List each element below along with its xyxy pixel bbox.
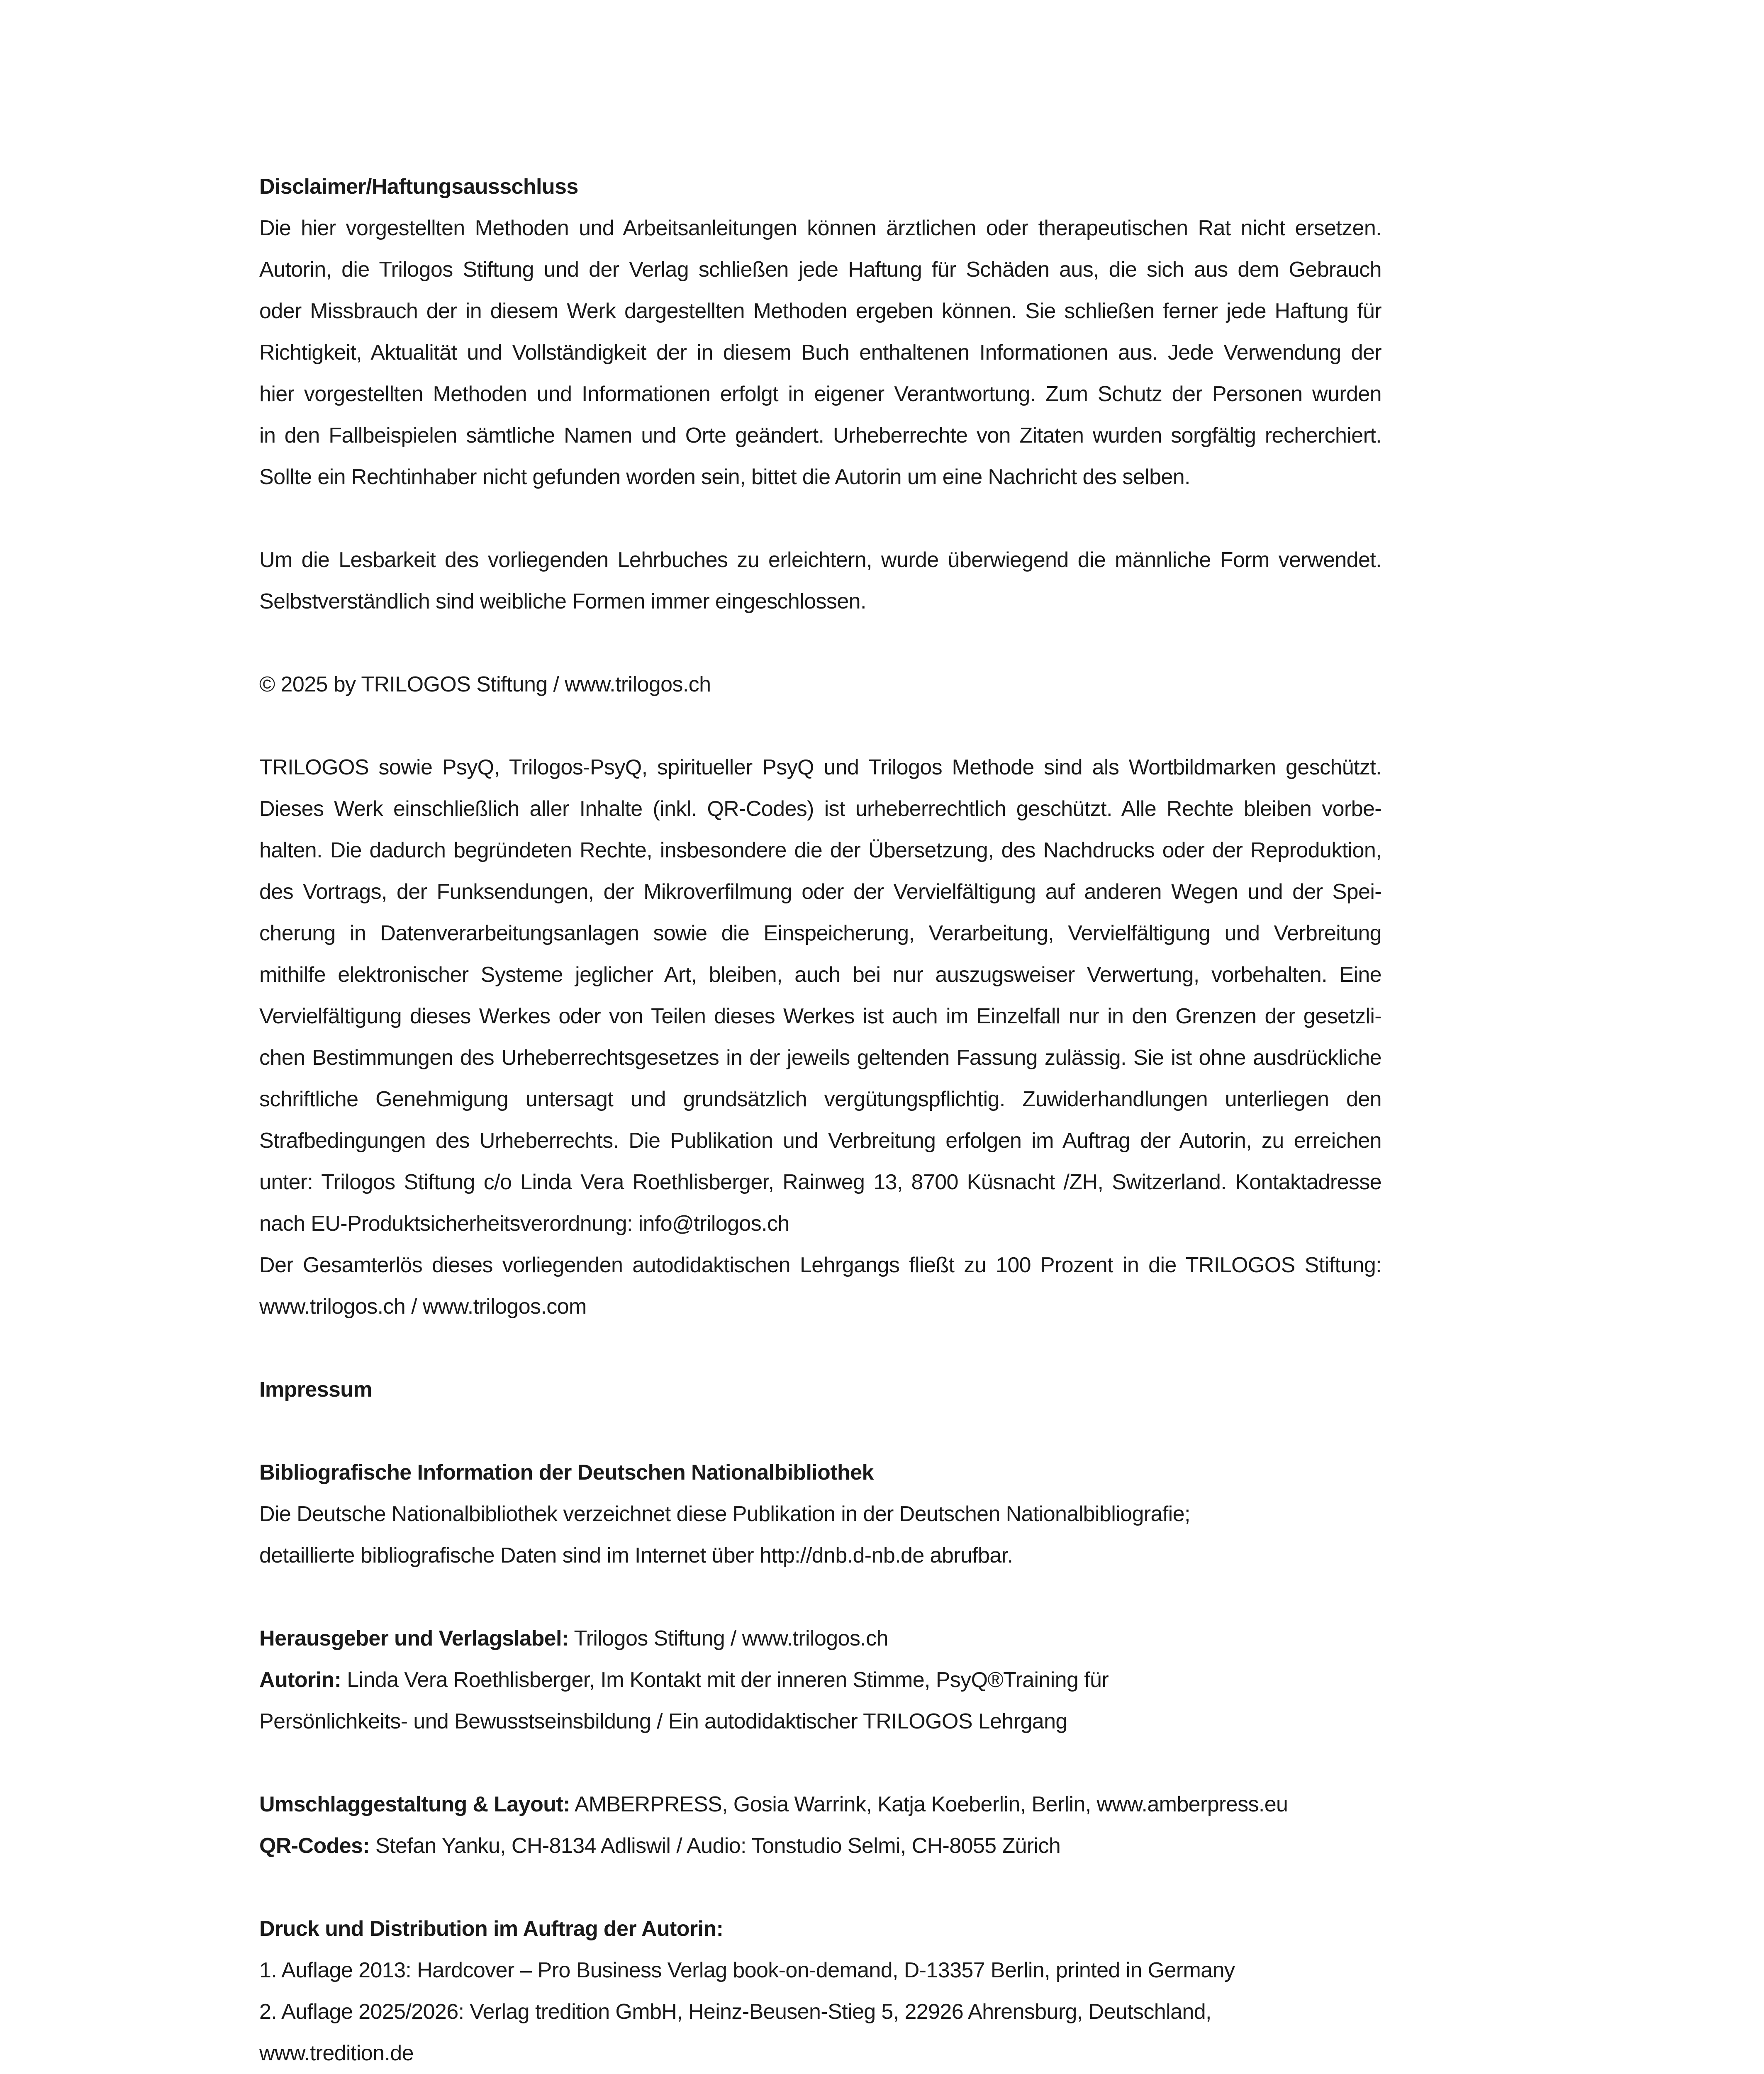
qr-codes-line [259,1825,1381,1867]
cover-design-label: Umschlaggestaltung & Layout: [259,1792,570,1816]
disclaimer-line: in den Fallbeispielen sämtliche Namen und Orte geändert. Urheberrechte von Zitaten wurden sorgfältig recherchiert. [259,424,1381,448]
bibliographic-line: Die Deutsche Nationalbibliothek verzeichnet diese Publikation in der Deutschen Nationalbibliografie; [259,1502,1190,1526]
rights-line: Vervielfältigung dieses Werkes oder von Teilen dieses Werkes ist auch im Einzelfall nur in den Grenzen der gesetzli- [259,1004,1381,1028]
rights-line: schriftliche Genehmigung untersagt und grundsätzlich vergütungspflichtig. Zuwiderhandlungen unterliegen den [259,1087,1381,1111]
impressum-heading: Impressum [259,1378,373,1402]
rights-line: TRILOGOS sowie PsyQ, Trilogos-PsyQ, spiritueller PsyQ und Trilogos Methode sind als Wortbildmarken geschützt. [259,755,1381,779]
gender-note-line: Selbstverständlich sind weibliche Formen immer eingeschlossen. [259,589,866,613]
qr-codes-label: QR-Codes: [259,1834,370,1858]
rights-line: unter: Trilogos Stiftung c/o Linda Vera Roethlisberger, Rainweg 13, 8700 Küsnacht /ZH, Switzerland. Kontaktadresse [259,1170,1381,1194]
rights-line: Strafbedingungen des Urheberrechts. Die Publikation und Verbreitung erfolgen im Auftrag der Autorin, zu erreichen [259,1129,1381,1153]
cover-design-value: AMBERPRESS, Gosia Warrink, Katja Koeberlin, Berlin, www.amberpress.eu [570,1792,1288,1816]
rights-contact-line: nach EU-Produktsicherheitsverordnung: info@trilogos.ch [259,1212,789,1236]
disclaimer-section [259,166,1381,498]
bibliographic-line: detaillierte bibliografische Daten sind im Internet über http://dnb.d-nb.de abrufbar. [259,1543,1013,1568]
disclaimer-line: Richtigkeit, Aktualität und Vollständigkeit der in diesem Buch enthaltenen Informationen aus. Jede Verwendung der [259,341,1381,365]
author-label: Autorin: [259,1668,341,1692]
qr-codes-value: Stefan Yanku, CH-8134 Adliswil / Audio: Tonstudio Selmi, CH-8055 Zürich [370,1834,1061,1858]
print-distribution-heading: Druck und Distribution im Auftrag der Autorin: [259,1917,724,1941]
edition-line: 1. Auflage 2013: Hardcover – Pro Business Verlag book-on-demand, D-13357 Berlin, printed in Germany [259,1958,1235,1982]
rights-line: des Vortrags, der Funksendungen, der Mikroverfilmung oder der Vervielfältigung auf anderen Wegen und der Spei- [259,880,1381,904]
rights-line: cherung in Datenverarbeitungsanlagen sowie die Einspeicherung, Verarbeitung, Vervielfältigung und Verbreitung [259,921,1381,945]
disclaimer-line: Sollte ein Rechtinhaber nicht gefunden worden sein, bittet die Autorin um eine Nachricht des selben. [259,465,1190,489]
disclaimer-line: Die hier vorgestellten Methoden und Arbeitsanleitungen können ärztlichen oder therapeutischen Rat nicht ersetzen. [259,216,1381,240]
proceeds-urls: www.trilogos.ch / www.trilogos.com [259,1295,587,1319]
gender-note-section [259,539,1381,622]
rights-line: Dieses Werk einschließlich aller Inhalte (inkl. QR-Codes) ist urheberrechtlich geschützt. Alle Rechte bleiben vorbe- [259,797,1381,821]
edition-url: www.tredition.de [259,2041,414,2065]
author-line [259,1659,1381,1701]
copyright-line: © 2025 by TRILOGOS Stiftung / www.trilogos.ch [259,672,711,696]
disclaimer-heading: Disclaimer/Haftungsausschluss [259,175,578,199]
bibliographic-heading: Bibliografische Information der Deutschen Nationalbibliothek [259,1461,874,1485]
imprint-content [259,166,1381,2074]
rights-section [259,747,1381,1327]
publisher-line [259,1618,1381,1659]
publisher-value: Trilogos Stiftung / www.trilogos.ch [568,1626,888,1650]
rights-line: mithilfe elektronischer Systeme jeglicher Art, bleiben, auch bei nur auszugsweiser Verwertung, vorbehalten. Eine [259,963,1381,987]
edition-line: 2. Auflage 2025/2026: Verlag tredition GmbH, Heinz-Beusen-Stieg 5, 22926 Ahrensburg, Deutschland, [259,2000,1211,2024]
proceeds-line: Der Gesamterlös dieses vorliegenden autodidaktischen Lehrgangs fließt zu 100 Prozent in die TRILOGOS Stiftung: [259,1253,1381,1277]
cover-design-line [259,1784,1381,1825]
publisher-label: Herausgeber und Verlagslabel: [259,1626,569,1650]
disclaimer-line: oder Missbrauch der in diesem Werk dargestellten Methoden ergeben können. Sie schließen ferner jede Haftung für [259,299,1381,323]
author-value: Linda Vera Roethlisberger, Im Kontakt mit der inneren Stimme, PsyQ®Training für [341,1668,1109,1692]
rights-line: chen Bestimmungen des Urheberrechtsgesetzes in der jeweils geltenden Fassung zulässig. Sie ist ohne ausdrückliche [259,1046,1381,1070]
rights-line: halten. Die dadurch begründeten Rechte, insbesondere die der Übersetzung, des Nachdrucks oder der Reproduktion, [259,838,1381,862]
author-line-2: Persönlichkeits- und Bewusstseinsbildung / Ein autodidaktischer TRILOGOS Lehrgang [259,1709,1067,1733]
gender-note-line: Um die Lesbarkeit des vorliegenden Lehrbuches zu erleichtern, wurde überwiegend die männliche Form verwendet. [259,548,1381,572]
disclaimer-line: hier vorgestellten Methoden und Informationen erfolgt in eigener Verantwortung. Zum Schutz der Personen wurden [259,382,1381,406]
disclaimer-line: Autorin, die Trilogos Stiftung und der Verlag schließen jede Haftung für Schäden aus, die sich aus dem Gebrauch [259,258,1381,282]
